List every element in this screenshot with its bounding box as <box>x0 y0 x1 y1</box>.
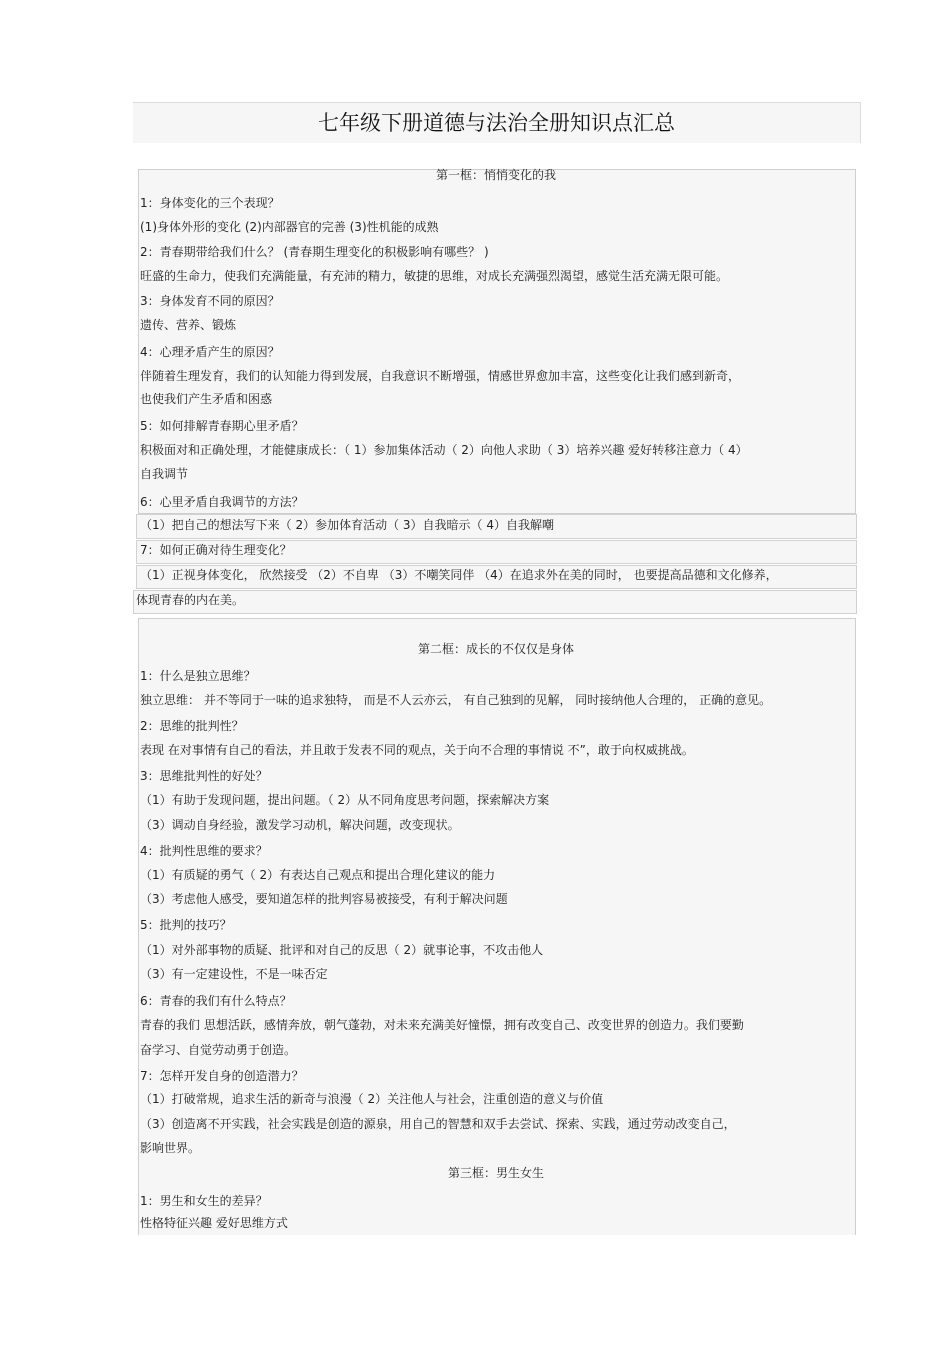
question: 4：批判性思维的要求？ <box>140 844 268 858</box>
answer: （3）考虑他人感受，要知道怎样的批判容易被接受，有利于解决问题 <box>140 892 508 906</box>
answer: （3）有一定建设性，不是一味否定 <box>140 967 328 981</box>
answer: 伴随着生理发育，我们的认知能力得到发展，自我意识不断增强，情感世界愈加丰富，这些变化让我们感到新奇， <box>140 369 741 383</box>
answer: （3）调动自身经验，激发学习动机，解决问题，改变现状。 <box>140 818 460 832</box>
question: 7：怎样开发自身的创造潜力？ <box>140 1069 304 1083</box>
question: 1：什么是独立思维？ <box>140 669 256 683</box>
answer: （1）正视身体变化， 欣然接受 （2）不自卑 （3）不嘲笑同伴 （4）在追求外在美的同时， 也要提高品德和文化修养， <box>140 568 778 582</box>
question: 3：身体发育不同的原因？ <box>140 294 280 308</box>
question: 5：如何排解青春期心里矛盾？ <box>140 419 304 433</box>
question: 4：心理矛盾产生的原因？ <box>140 345 280 359</box>
answer: 表现 在对事情有自己的看法，并且敢于发表不同的观点，关于向不合理的事情说 不”，敢于向权威挑战。 <box>140 743 694 757</box>
section-2-panel <box>138 618 856 1235</box>
question: 2：青春期带给我们什么？ (青春期生理变化的积极影响有哪些？ ) <box>140 245 489 259</box>
question: 3：思维批判性的好处？ <box>140 769 268 783</box>
answer: 也使我们产生矛盾和困惑 <box>140 392 273 406</box>
section-heading: 第二框：成长的不仅仅是身体 <box>417 642 574 656</box>
answer: 独立思维： 并不等同于一味的追求独特， 而是不人云亦云， 有自己独到的见解， 同时接纳他人合理的， 正确的意见。 <box>140 693 772 707</box>
section-heading: 第一框：悄悄变化的我 <box>435 168 556 182</box>
question: 1：男生和女生的差异？ <box>140 1194 268 1208</box>
answer: (1)身体外形的变化 (2)内部器官的完善 (3)性机能的成熟 <box>140 220 439 234</box>
question: 5：批判的技巧？ <box>140 918 232 932</box>
answer: 青春的我们 思想活跃，感情奔放，朝气蓬勃，对未来充满美好憧憬，拥有改变自己、改变世界的创造力。我们要勤 <box>140 1018 744 1032</box>
answer: （1）把自己的想法写下来（ 2）参加体育活动（ 3）自我暗示（ 4）自我解嘲 <box>140 518 554 532</box>
page-title: 七年级下册道德与法治全册知识点汇总 <box>318 111 675 135</box>
answer: 旺盛的生命力，使我们充满能量，有充沛的精力，敏捷的思维，对成长充满强烈渴望，感觉生活充满无限可能。 <box>140 269 729 283</box>
answer: 积极面对和正确处理，才能健康成长：（ 1）参加集体活动（ 2）向他人求助（ 3）培养兴趣 爱好转移注意力（ 4） <box>140 443 748 457</box>
question: 2：思维的批判性？ <box>140 719 244 733</box>
answer: 性格特征兴趣 爱好思维方式 <box>140 1216 288 1230</box>
answer: （1）有助于发现问题，提出问题。（ 2）从不同角度思考问题，探索解决方案 <box>140 793 550 807</box>
answer: （1）对外部事物的质疑、批评和对自己的反思（ 2）就事论事，不攻击他人 <box>140 943 544 957</box>
answer: （1）打破常规，追求生活的新奇与浪漫（ 2）关注他人与社会，注重创造的意义与价值 <box>140 1092 604 1106</box>
question: 6：青春的我们有什么特点？ <box>140 994 292 1008</box>
question: 7：如何正确对待生理变化？ <box>140 543 292 557</box>
answer: （3）创造离不开实践，社会实践是创造的源泉，用自己的智慧和双手去尝试、探索、实践，通过劳动改变自己， <box>140 1117 736 1131</box>
answer: 遗传、营养、锻炼 <box>140 318 237 332</box>
section-heading: 第三框：男生女生 <box>447 1166 544 1180</box>
question: 1：身体变化的三个表现？ <box>140 196 280 210</box>
title-box <box>133 102 861 143</box>
answer: （1）有质疑的勇气（ 2）有表达自己观点和提出合理化建议的能力 <box>140 868 496 882</box>
answer: 体现青春的内在美。 <box>136 593 245 607</box>
answer: 奋学习、自觉劳动勇于创造。 <box>140 1043 297 1057</box>
answer: 影响世界。 <box>140 1141 201 1155</box>
question: 6：心里矛盾自我调节的方法？ <box>140 495 304 509</box>
answer: 自我调节 <box>140 467 189 481</box>
